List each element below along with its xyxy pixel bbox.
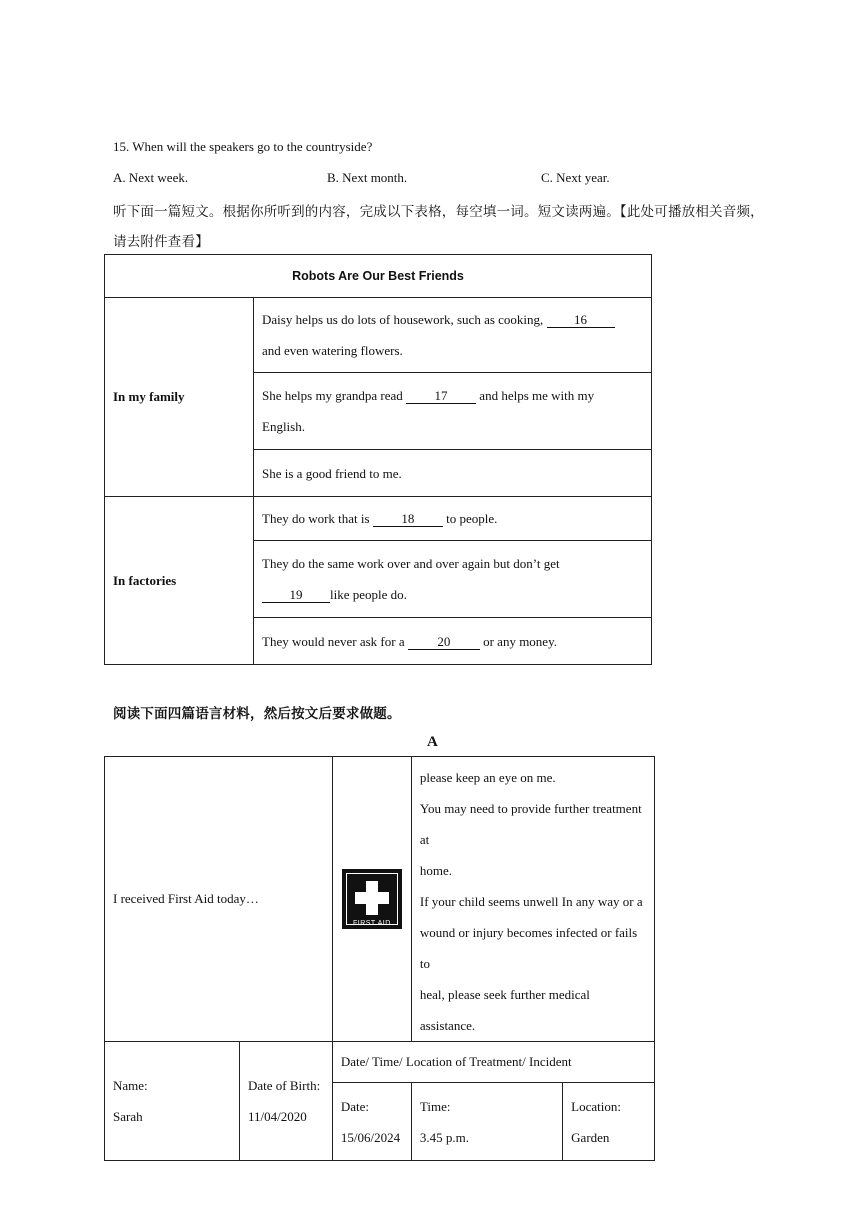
factories-row-2-text-cont: like people do. xyxy=(330,587,407,602)
treatment-header: Date/ Time/ Location of Treatment/ Incident xyxy=(332,1042,654,1083)
time-label: Time: xyxy=(419,1098,451,1114)
family-row-1 xyxy=(254,298,652,373)
care-note: wound or injury becomes infected or fails to xyxy=(419,925,638,971)
factories-row-1-text: They do work that is xyxy=(262,511,373,526)
care-notes-cell xyxy=(411,757,654,1042)
factories-row-3 xyxy=(254,618,652,665)
robots-table-title: Robots Are Our Best Friends xyxy=(105,255,652,298)
name-value: Sarah xyxy=(113,1109,143,1124)
care-note: home. xyxy=(419,863,453,878)
reading-instruction: 阅读下面四篇语言材料，然后按文后要求做题。 xyxy=(113,706,401,722)
care-note: If your child seems unwell In any way or a xyxy=(419,894,643,909)
listening-instruction-line2: 请去附件查看】 xyxy=(113,234,209,250)
location-value: Garden xyxy=(571,1129,610,1145)
section-label-factories: In factories xyxy=(105,497,254,665)
blank-19: 19 xyxy=(262,588,330,603)
time-cell xyxy=(411,1083,562,1161)
time-value: 3.45 p.m. xyxy=(419,1129,470,1145)
name-label: Name: xyxy=(113,1078,148,1093)
care-note: heal, please seek further medical assistance. xyxy=(419,987,590,1033)
dob-label: Date of Birth: xyxy=(248,1078,321,1093)
name-cell xyxy=(105,1042,240,1161)
location-label: Location: xyxy=(571,1098,621,1114)
blank-20: 20 xyxy=(408,635,480,650)
care-note: please keep an eye on me. xyxy=(419,770,556,785)
option-a: A. Next week. xyxy=(113,170,189,185)
blank-18: 18 xyxy=(373,512,443,527)
location-cell xyxy=(563,1083,655,1161)
care-note: You may need to provide further treatment at xyxy=(419,801,642,847)
factories-row-1 xyxy=(254,497,652,541)
family-row-1-text-cont: and even watering flowers. xyxy=(262,343,403,358)
factories-row-3-text-cont: or any money. xyxy=(479,633,557,649)
factories-row-2-text: They do the same work over and over again but don’t get xyxy=(262,556,560,571)
date-label: Date: xyxy=(340,1098,370,1114)
received-first-aid-cell: I received First Aid today… xyxy=(105,757,333,1042)
blank-17: 17 xyxy=(406,389,476,404)
family-row-2 xyxy=(254,373,652,450)
section-letter: A xyxy=(427,734,438,750)
first-aid-image-cell xyxy=(332,757,411,1042)
section-label-family: In my family xyxy=(105,298,254,497)
date-cell xyxy=(332,1083,411,1161)
first-aid-icon-label: FIRST AID xyxy=(352,920,391,927)
blank-16: 16 xyxy=(547,313,615,328)
first-aid-icon xyxy=(342,869,402,929)
family-row-2-text-end: English. xyxy=(262,419,305,434)
factories-row-1-text-cont: to people. xyxy=(442,511,498,526)
family-row-2-text-cont: and helps me with my xyxy=(476,388,595,403)
family-row-3: She is a good friend to me. xyxy=(254,450,652,497)
dob-value: 11/04/2020 xyxy=(248,1109,307,1124)
family-row-2-text: She helps my grandpa read xyxy=(262,388,407,403)
factories-row-2 xyxy=(254,541,652,618)
option-b: B. Next month. xyxy=(327,170,408,185)
factories-row-3-text: They would never ask for a xyxy=(262,633,408,649)
first-aid-table xyxy=(104,756,655,1161)
date-value: 15/06/2024 xyxy=(340,1129,401,1145)
family-row-1-text: Daisy helps us do lots of housework, such as cooking, xyxy=(262,312,547,327)
option-c: C. Next year. xyxy=(541,170,610,185)
dob-cell xyxy=(240,1042,333,1161)
question-15-stem: 15. When will the speakers go to the countryside? xyxy=(113,139,373,154)
robots-table xyxy=(104,254,652,665)
listening-instruction-line1: 听下面一篇短文。根据你所听到的内容，完成以下表格，每空填一词。短文读两遍。【此处可播放相关音频， xyxy=(113,204,764,220)
